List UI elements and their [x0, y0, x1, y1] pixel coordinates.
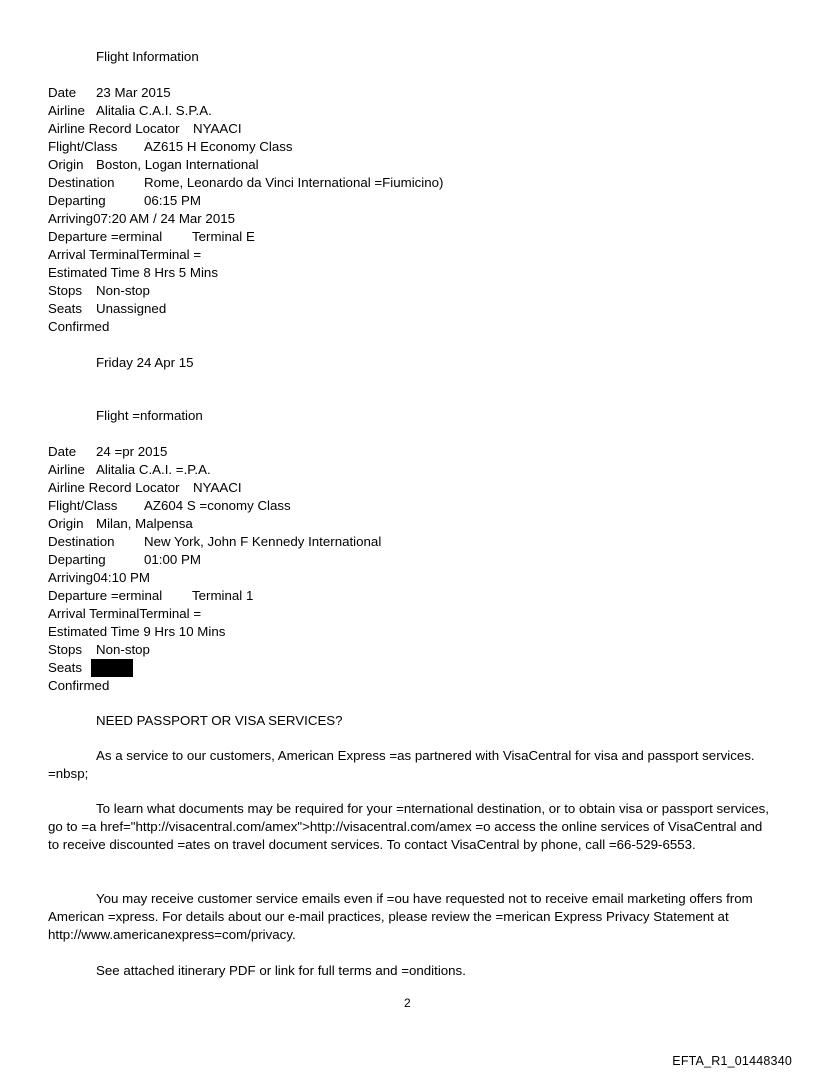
arriving-label: Arriving — [48, 570, 94, 585]
departing-label: Departing — [48, 552, 106, 567]
services-paragraph-1: As a service to our customers, American Express =as partnered with VisaCentral for visa and passport services. =nbsp; — [48, 748, 755, 781]
date-label: Date — [48, 85, 77, 100]
flight1-confirmed: Confirmed — [48, 319, 110, 334]
destination-value: New York, John F Kennedy International — [144, 534, 382, 549]
origin-value: Milan, Malpensa — [96, 516, 193, 531]
airline-value: Alitalia C.A.I. S.P.A. — [96, 103, 212, 118]
flight2-esttime-row — [48, 623, 225, 641]
record-value: NYAACI — [193, 121, 242, 136]
flightclass-label: Flight/Class — [48, 139, 118, 154]
flightclass-value: AZ604 S =conomy Class — [144, 498, 291, 513]
flight2-departing-row — [48, 551, 201, 569]
flight2-arrterm-row — [48, 605, 201, 623]
destination-label: Destination — [48, 534, 115, 549]
flight1-arrterm-row — [48, 246, 201, 264]
flight1-departing-row — [48, 192, 201, 210]
record-value: NYAACI — [193, 480, 242, 495]
arrterm-label: Arrival Terminal — [48, 247, 140, 262]
flight1-depterm-row — [48, 228, 255, 246]
esttime-value: 9 Hrs 10 Mins — [143, 624, 226, 639]
stops-value: Non-stop — [96, 283, 150, 298]
flight2-seats-row — [48, 659, 82, 677]
esttime-value: 8 Hrs 5 Mins — [143, 265, 218, 280]
arrterm-value: Terminal = — [139, 606, 202, 621]
departing-value: 01:00 PM — [144, 552, 201, 567]
services-heading: NEED PASSPORT OR VISA SERVICES? — [96, 713, 343, 728]
flight1-seats-row — [48, 300, 167, 318]
origin-label: Origin — [48, 157, 84, 172]
esttime-label: Estimated Time — [48, 265, 140, 280]
flight1-esttime-row — [48, 264, 218, 282]
arriving-value: 07:20 AM / 24 Mar 2015 — [93, 211, 236, 226]
document-id: EFTA_R1_01448340 — [672, 1054, 792, 1068]
date-value: 23 Mar 2015 — [96, 85, 171, 100]
page-number: 2 — [404, 996, 411, 1010]
departing-label: Departing — [48, 193, 106, 208]
flight2-depterm-row — [48, 587, 254, 605]
flight2-flightclass-row — [48, 497, 291, 515]
seats-label: Seats — [48, 660, 83, 675]
services-paragraph-4: See attached itinerary PDF or link for full terms and =onditions. — [96, 963, 466, 978]
flight1-airline-row — [48, 102, 212, 120]
services-paragraph-2: To learn what documents may be required for your =nternational destination, or to obtain visa or passport services, go to =a href="http://visacentral.com/amex">http://visacentral.com/amex =o access the online services of VisaCentral and to receive discounted =ates on travel document services. To contact VisaCentral by phone, call =66-529-6553. — [48, 801, 769, 852]
flight2-confirmed: Confirmed — [48, 678, 110, 693]
stops-value: Non-stop — [96, 642, 150, 657]
flight2-stops-row — [48, 641, 150, 659]
flight2-heading: Flight =nformation — [96, 408, 203, 423]
flight1-arriving-row — [48, 210, 235, 228]
flight1-origin-row — [48, 156, 259, 174]
date-value: 24 =pr 2015 — [96, 444, 168, 459]
destination-label: Destination — [48, 175, 115, 190]
airline-label: Airline — [48, 462, 85, 477]
depterm-label: Departure =erminal — [48, 229, 163, 244]
arriving-value: 04:10 PM — [93, 570, 150, 585]
esttime-label: Estimated Time — [48, 624, 140, 639]
flight2-record-row — [48, 479, 242, 497]
date-heading: Friday 24 Apr 15 — [96, 355, 194, 370]
depterm-value: Terminal E — [192, 229, 255, 244]
flight1-heading: Flight Information — [96, 49, 199, 64]
arriving-label: Arriving — [48, 211, 94, 226]
flight1-stops-row — [48, 282, 150, 300]
flight2-airline-row — [48, 461, 211, 479]
redaction-block — [91, 659, 133, 677]
flightclass-value: AZ615 H Economy Class — [144, 139, 293, 154]
airline-value: Alitalia C.A.I. =.P.A. — [96, 462, 211, 477]
flight2-destination-row — [48, 533, 382, 551]
services-paragraph-3: You may receive customer service emails even if =ou have requested not to receive email marketing offers from American =xpress. For details about our e-mail practices, please review the =merican Express Privacy Statement at http://www.americanexpress=com/privacy. — [48, 891, 753, 942]
departing-value: 06:15 PM — [144, 193, 201, 208]
origin-label: Origin — [48, 516, 84, 531]
origin-value: Boston, Logan International — [96, 157, 259, 172]
flight1-record-row — [48, 120, 242, 138]
depterm-label: Departure =erminal — [48, 588, 163, 603]
flight2-arriving-row — [48, 569, 150, 587]
flight2-origin-row — [48, 515, 193, 533]
record-label: Airline Record Locator — [48, 480, 180, 495]
depterm-value: Terminal 1 — [192, 588, 254, 603]
flight1-destination-row — [48, 174, 444, 192]
seats-value: Unassigned — [96, 301, 167, 316]
stops-label: Stops — [48, 283, 83, 298]
flight1-flightclass-row — [48, 138, 293, 156]
airline-label: Airline — [48, 103, 85, 118]
stops-label: Stops — [48, 642, 83, 657]
flightclass-label: Flight/Class — [48, 498, 118, 513]
destination-value: Rome, Leonardo da Vinci International =Fiumicino) — [144, 175, 444, 190]
seats-label: Seats — [48, 301, 83, 316]
arrterm-value: Terminal = — [139, 247, 202, 262]
arrterm-label: Arrival Terminal — [48, 606, 140, 621]
record-label: Airline Record Locator — [48, 121, 180, 136]
flight2-date-row — [48, 443, 168, 461]
date-label: Date — [48, 444, 77, 459]
flight1-date-row — [48, 84, 171, 102]
